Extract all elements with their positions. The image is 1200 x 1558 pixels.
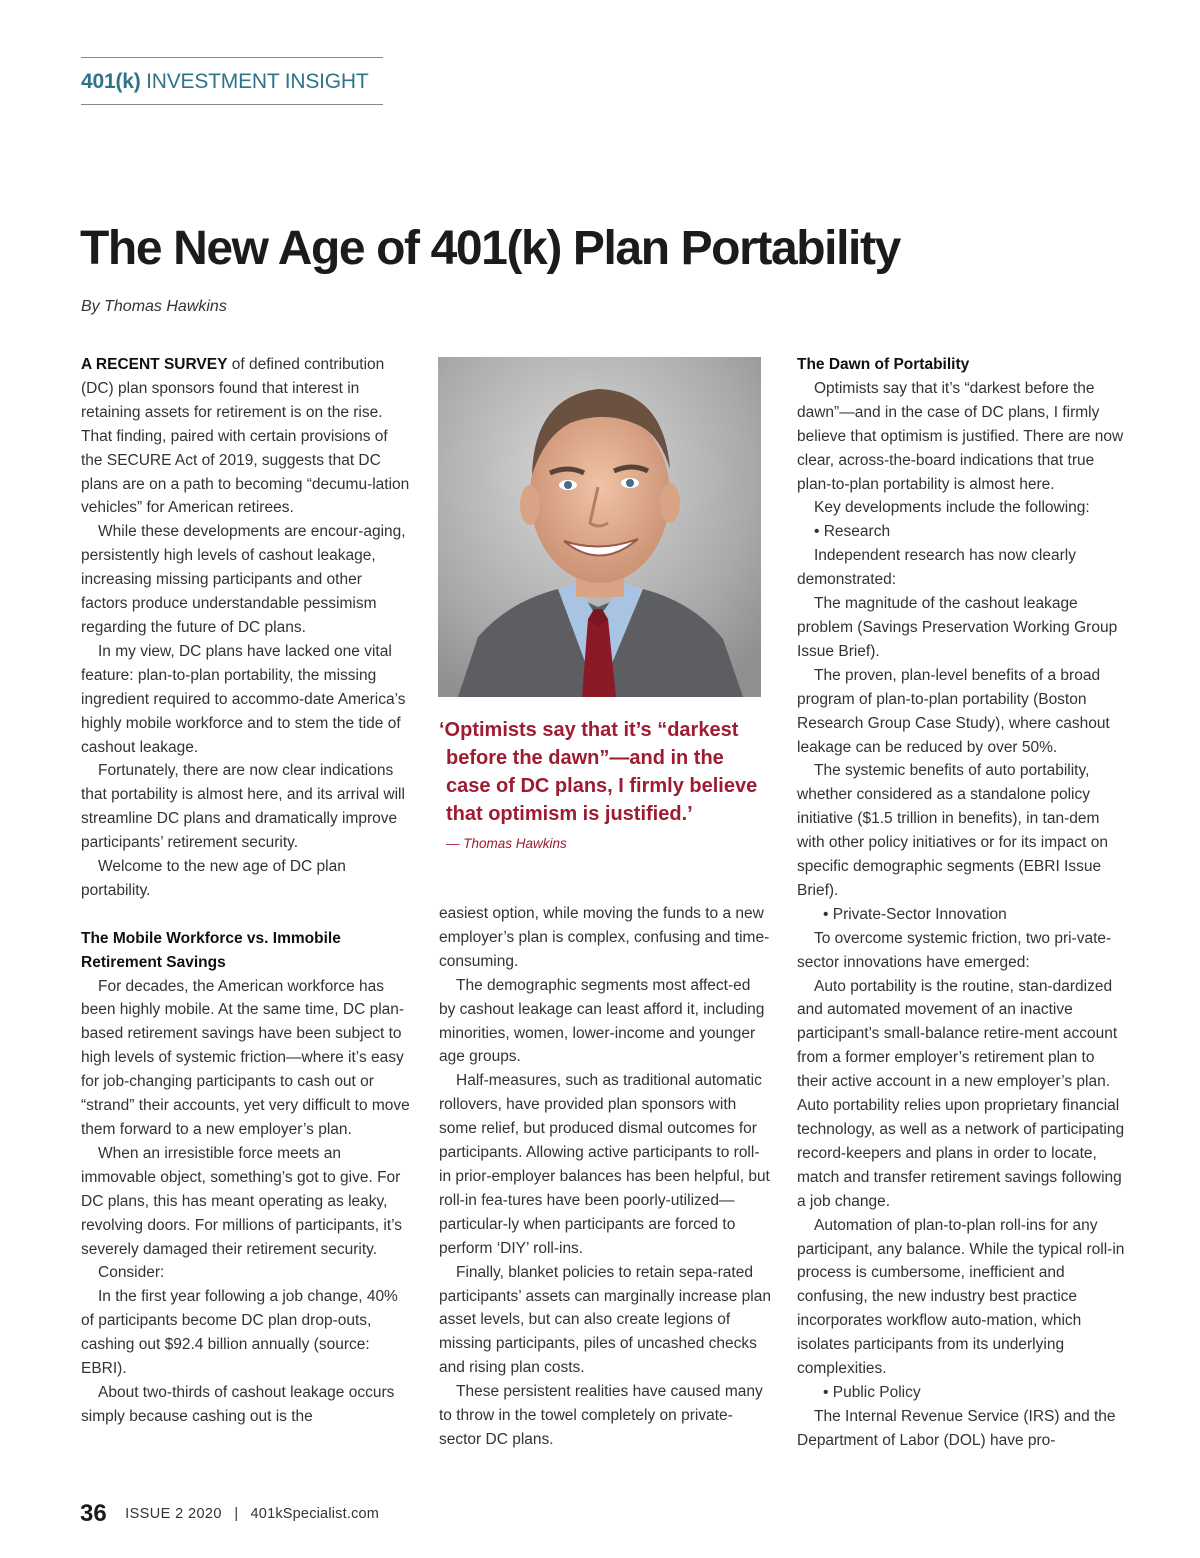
paragraph: Consider:	[98, 1264, 165, 1282]
subheading: The Dawn of Portability	[797, 356, 970, 373]
paragraph: Fortunately, there are now clear indications that portability is almost here, and its arrival will streamline DC plans and dramatically improve participants’ retirement security.	[81, 762, 405, 852]
paragraph: The demographic segments most affect-ed by cashout leakage can least afford it, including minorities, women, lower-income and younger age groups.	[439, 976, 765, 1066]
paragraph-spacer	[81, 903, 411, 927]
author-photo	[438, 357, 761, 697]
section-tag	[81, 57, 383, 105]
subheading: The Mobile Workforce vs. Immobile Retirement Savings	[81, 929, 341, 971]
paragraph: To overcome systemic friction, two pri-vate-sector innovations have emerged:	[797, 929, 1112, 971]
lead-in: A RECENT SURVEY	[81, 356, 228, 373]
paragraph: While these developments are encour-aging, persistently high levels of cashout leakage, increasing missing participants and other factors produce understandable pessimism regarding the future of DC plans.	[81, 523, 406, 636]
paragraph: These persistent realities have caused many to throw in the towel completely on private-sector DC plans.	[439, 1383, 763, 1448]
paragraph: The systemic benefits of auto portability, whether considered as a standalone policy initiative ($1.5 trillion in benefits), in tan-dem with other policy initiatives or for its impact on specific demographic segments (EBRI Issue Brief).	[797, 762, 1108, 899]
footer-separator: |	[234, 1506, 239, 1522]
section-label-rest: INVESTMENT INSIGHT	[140, 70, 369, 93]
paragraph: The magnitude of the cashout leakage problem (Savings Preservation Working Group Issue Brief).	[797, 595, 1118, 660]
section-label	[81, 70, 369, 94]
paragraph: For decades, the American workforce has been highly mobile. At the same time, DC plan-based retirement savings have been subject to high levels of systemic friction—where it’s easy for job-changing participants to cash out or “strand” their accounts, yet very difficult to move them forward to a new employer’s plan.	[81, 977, 410, 1138]
article-column-middle	[439, 902, 771, 1452]
page-footer	[80, 1500, 379, 1532]
paragraph: Welcome to the new age of DC plan portability.	[81, 858, 346, 899]
article-column-right	[797, 353, 1127, 1453]
bullet-item: • Public Policy	[823, 1383, 921, 1401]
paragraph: In my view, DC plans have lacked one vital feature: plan-to-plan portability, the missing ingredient required to accommo-date America’s highly mobile workforce and to stem the tide of cashout leakage.	[81, 642, 406, 756]
paragraph: The Internal Revenue Service (IRS) and the Department of Labor (DOL) have pro-	[797, 1407, 1116, 1449]
paragraph: easiest option, while moving the funds to a new employer’s plan is complex, confusing and time-consuming.	[439, 905, 770, 970]
pull-quote-text: ‘Optimists say that it’s “darkest before the dawn”—and in the case of DC plans, I firmly believe that optimism is justified.’	[439, 719, 758, 825]
paragraph: The proven, plan-level benefits of a broad program of plan-to-plan portability (Boston Research Group Case Study), where cashout leakage can be reduced by over 50%.	[797, 666, 1110, 756]
site-url: 401kSpecialist.com	[250, 1506, 380, 1522]
paragraph: Auto portability is the routine, stan-dardized and automated movement of an inactive participant’s small-balance retire-ment account from a former employer’s retirement plan to their active account in a new employer’s plan. Auto portability relies upon proprietary financial technology, as well as a network of participating record-keepers and plans in order to locate, match and transfer retirement savings following a job change.	[797, 977, 1125, 1210]
pull-quote	[439, 716, 769, 851]
paragraph: About two-thirds of cashout leakage occurs simply because cashing out is the	[81, 1383, 395, 1425]
article-column-left	[81, 353, 411, 1429]
paragraph: Optimists say that it’s “darkest before the dawn”—and in the case of DC plans, I firmly believe that optimism is justified. There are now clear, across-the-board indications that true plan-to-plan portability is almost here.	[797, 379, 1124, 493]
paragraph: Finally, blanket policies to retain sepa-rated participants’ assets can marginally increase plan asset levels, but can also create legions of missing participants, piles of uncashed checks and rising plan costs.	[439, 1263, 771, 1377]
paragraph: Half-measures, such as traditional automatic rollovers, have provided plan sponsors with some relief, but produced dismal outcomes for participants. Allowing active participants to roll-in prior-employer balances has been helpful, but roll-in fea-tures have been poorly-utilized—particular-ly when participants are forced to perform ‘DIY’ roll-ins.	[439, 1072, 770, 1257]
author-photo-illustration	[438, 357, 761, 697]
pull-quote-attribution: — Thomas Hawkins	[446, 836, 567, 851]
bullet-item: • Research	[814, 523, 891, 541]
bullet-item: • Private-Sector Innovation	[823, 905, 1007, 923]
paragraph	[81, 353, 411, 520]
section-label-strong: 401(k)	[81, 70, 141, 93]
issue-label: ISSUE 2 2020	[125, 1506, 222, 1522]
article-byline: By Thomas Hawkins	[81, 298, 227, 315]
page-number: 36	[80, 1500, 107, 1527]
paragraph: Independent research has now clearly demonstrated:	[797, 547, 1076, 589]
paragraph: Automation of plan-to-plan roll-ins for any participant, any balance. While the typical roll-in process is cumbersome, inefficient and confusing, the new industry best practice incorporates workflow auto-mation, which isolates participants from its underlying complexities.	[797, 1216, 1125, 1378]
paragraph-text: of defined contribution (DC) plan sponsors found that interest in retaining assets for retirement is on the rise. That finding, paired with certain provisions of the SECURE Act of 2019, suggests that DC plans are on a path to becoming “decumu-lation vehicles” for American retirees.	[81, 356, 410, 517]
paragraph: Key developments include the following:	[814, 499, 1090, 517]
paragraph: When an irresistible force meets an immovable object, something’s got to give. For DC plans, this has meant operating as leaky, revolving doors. For millions of participants, it’s severely damaged their retirement security.	[81, 1144, 403, 1258]
article-title: The New Age of 401(k) Plan Portability	[80, 222, 900, 275]
paragraph: In the first year following a job change, 40% of participants become DC plan drop-outs, cashing out $92.4 billion annually (source: EBRI).	[81, 1288, 398, 1378]
